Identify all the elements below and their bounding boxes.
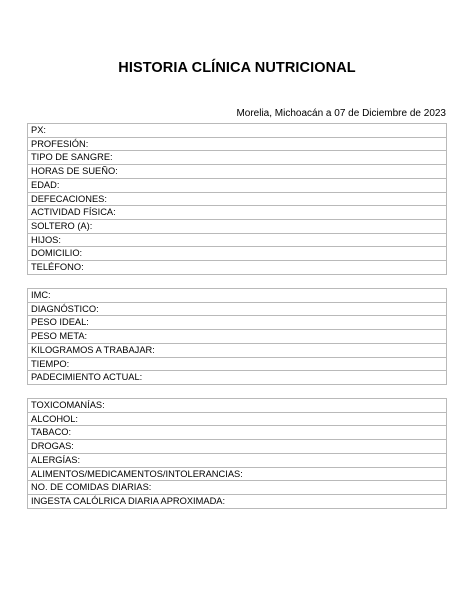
field-actividad-fisica[interactable]: ACTIVIDAD FÍSICA:: [28, 206, 447, 220]
personal-data-table: [27, 123, 447, 275]
field-alimentos-medicamentos-intolerancias[interactable]: ALIMENTOS/MEDICAMENTOS/INTOLERANCIAS:: [28, 467, 447, 481]
field-horas-de-sueno[interactable]: HORAS DE SUEÑO:: [28, 165, 447, 179]
form-row: [28, 261, 447, 275]
field-peso-ideal[interactable]: PESO IDEAL:: [28, 316, 447, 330]
field-alergias[interactable]: ALERGÍAS:: [28, 453, 447, 467]
form-row: [28, 151, 447, 165]
place-date: Morelia, Michoacán a 07 de Diciembre de 2023: [236, 108, 446, 119]
field-edad[interactable]: EDAD:: [28, 178, 447, 192]
field-diagnostico[interactable]: DIAGNÓSTICO:: [28, 302, 447, 316]
form-row: [28, 302, 447, 316]
field-toxicomanias[interactable]: TOXICOMANÍAS:: [28, 399, 447, 413]
field-kilogramos-a-trabajar[interactable]: KILOGRAMOS A TRABAJAR:: [28, 343, 447, 357]
field-padecimiento-actual[interactable]: PADECIMIENTO ACTUAL:: [28, 371, 447, 385]
field-px[interactable]: PX:: [28, 124, 447, 138]
form-row: [28, 330, 447, 344]
form-row: [28, 440, 447, 454]
form-row: [28, 137, 447, 151]
field-soltero[interactable]: SOLTERO (A):: [28, 219, 447, 233]
field-telefono[interactable]: TELÉFONO:: [28, 261, 447, 275]
field-profesion[interactable]: PROFESIÓN:: [28, 137, 447, 151]
form-row: [28, 343, 447, 357]
form-row: [28, 494, 447, 508]
document-title: HISTORIA CLÍNICA NUTRICIONAL: [118, 60, 356, 76]
form-row: [28, 357, 447, 371]
form-row: [28, 165, 447, 179]
field-drogas[interactable]: DROGAS:: [28, 440, 447, 454]
form-row: [28, 453, 447, 467]
field-hijos[interactable]: HIJOS:: [28, 233, 447, 247]
form-row: [28, 233, 447, 247]
field-tiempo[interactable]: TIEMPO:: [28, 357, 447, 371]
field-defecaciones[interactable]: DEFECACIONES:: [28, 192, 447, 206]
form-row: [28, 124, 447, 138]
field-tipo-de-sangre[interactable]: TIPO DE SANGRE:: [28, 151, 447, 165]
form-row: [28, 371, 447, 385]
form-row: [28, 481, 447, 495]
form-row: [28, 247, 447, 261]
form-row: [28, 219, 447, 233]
clinical-data-table: [27, 288, 447, 385]
form-row: [28, 192, 447, 206]
habits-data-table: [27, 398, 447, 509]
field-domicilio[interactable]: DOMICILIO:: [28, 247, 447, 261]
field-alcohol[interactable]: ALCOHOL:: [28, 412, 447, 426]
form-row: [28, 206, 447, 220]
form-row: [28, 426, 447, 440]
form-row: [28, 178, 447, 192]
field-tabaco[interactable]: TABACO:: [28, 426, 447, 440]
form-row: [28, 289, 447, 303]
field-imc[interactable]: IMC:: [28, 289, 447, 303]
form-row: [28, 467, 447, 481]
form-row: [28, 316, 447, 330]
field-ingesta-calorica-diaria[interactable]: INGESTA CALÓLRICA DIARIA APROXIMADA:: [28, 494, 447, 508]
field-no-de-comidas-diarias[interactable]: NO. DE COMIDAS DIARIAS:: [28, 481, 447, 495]
form-row: [28, 399, 447, 413]
form-row: [28, 412, 447, 426]
field-peso-meta[interactable]: PESO META:: [28, 330, 447, 344]
